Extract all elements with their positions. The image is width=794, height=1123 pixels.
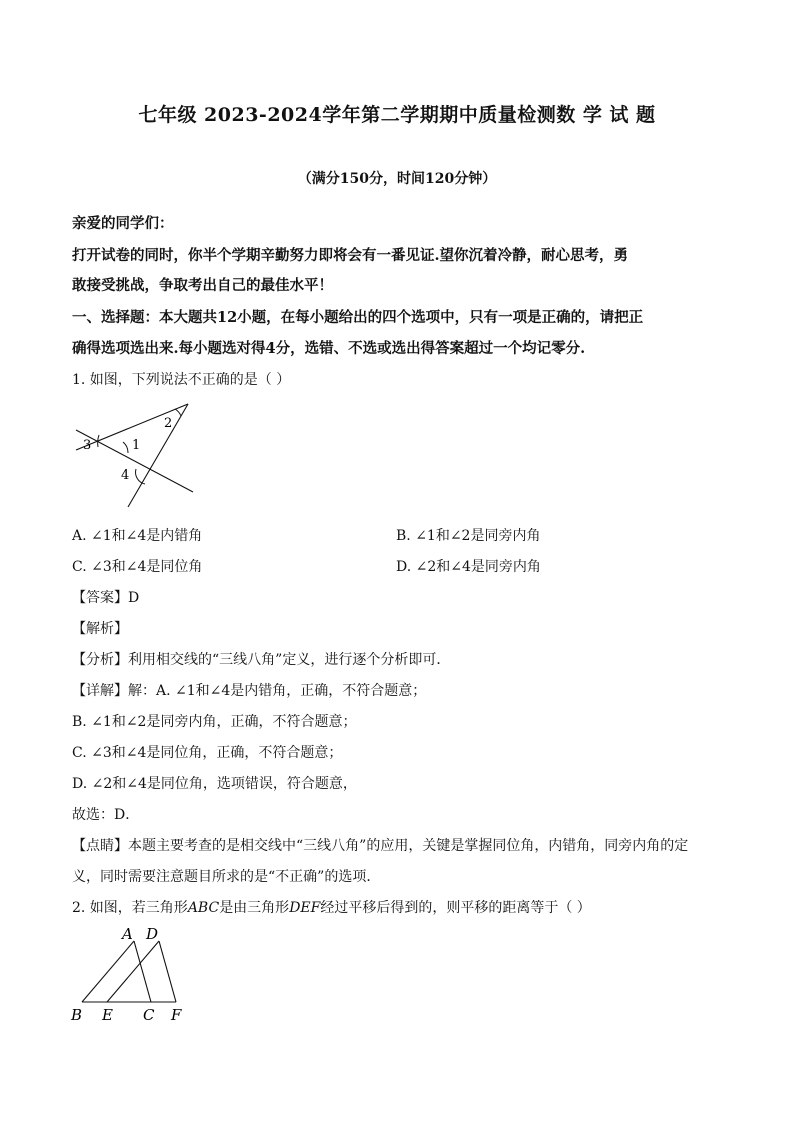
intro-line-2: 敢接受挑战，争取考出自己的最佳水平！ — [72, 277, 333, 294]
q2-abc: ABC — [187, 900, 220, 916]
answer-label: 【答案】D — [72, 590, 140, 606]
greeting: 亲爱的同学们： — [72, 215, 174, 232]
q2-stem-post: 经过平移后得到的，则平移的距离等于（ ） — [320, 900, 591, 916]
detail-line-2: B. ∠1和∠2是同旁内角，正确，不符合题意； — [72, 714, 357, 730]
fig2-label-a: A — [122, 925, 133, 943]
comment-line-1: 【点睛】本题主要考查的是相交线中“三线八角”的应用，关键是掌握同位角，内错角，同旁内角的定 — [72, 838, 689, 854]
analysis-text: 【分析】利用相交线的“三线八角”定义，进行逐个分析即可． — [72, 652, 451, 668]
intro-line-1: 打开试卷的同时，你半个学期辛勤努力即将会有一番见证.望你沉着冷静，耐心思考，勇 — [72, 247, 629, 264]
section-heading-line-1: 一、选择题：本大题共12小题，在每小题给出的四个选项中，只有一项是正确的，请把正 — [72, 309, 644, 326]
detail-line-4: D. ∠2和∠4是同位角，选项错误，符合题意， — [72, 776, 357, 792]
fig2-label-c: C — [143, 1006, 155, 1024]
fig2-label-f: F — [171, 1006, 182, 1024]
q2-stem-pre: 2. 如图，若三角形 — [72, 900, 188, 916]
q2-stem-mid: 是由三角形 — [219, 900, 290, 916]
option-a: A. ∠1和∠4是内错角 — [72, 528, 203, 544]
question-2-figure — [66, 922, 196, 1032]
comment-line-2: 义，同时需要注意题目所求的是“不正确”的选项． — [72, 869, 381, 885]
option-b: B. ∠1和∠2是同旁内角 — [396, 528, 541, 544]
option-c: C. ∠3和∠4是同位角 — [72, 559, 203, 575]
solution-label: 【解析】 — [72, 621, 128, 637]
choice-line: 故选：D． — [72, 807, 140, 823]
fig1-label-1: 1 — [132, 438, 141, 453]
question-1-stem: 1. 如图，下列说法不正确的是（ ） — [72, 372, 291, 388]
detail-line-3: C. ∠3和∠4是同位角，正确，不符合题意； — [72, 745, 343, 761]
fig1-label-2: 2 — [164, 416, 173, 431]
question-2-stem — [72, 897, 591, 917]
fig2-label-e: E — [102, 1006, 113, 1024]
exam-title: 七年级 2023-2024学年第二学期期中质量检测数 学 试 题 — [138, 104, 656, 126]
section-heading-line-2: 确得选项选出来.每小题选对得4分，选错、不选或选出得答案超过一个均记零分. — [72, 340, 586, 357]
fig2-label-d: D — [146, 925, 159, 943]
exam-subtitle: （满分150分，时间120分钟） — [297, 171, 497, 187]
option-d: D. ∠2和∠4是同旁内角 — [396, 559, 541, 575]
fig1-label-4: 4 — [121, 468, 130, 483]
q2-def: DEF — [289, 900, 321, 916]
fig2-label-b: B — [71, 1006, 83, 1024]
fig1-label-3: 3 — [83, 438, 92, 453]
question-1-figure — [72, 395, 202, 510]
detail-line-1: 【详解】解：A. ∠1和∠4是内错角，正确，不符合题意； — [72, 683, 427, 699]
